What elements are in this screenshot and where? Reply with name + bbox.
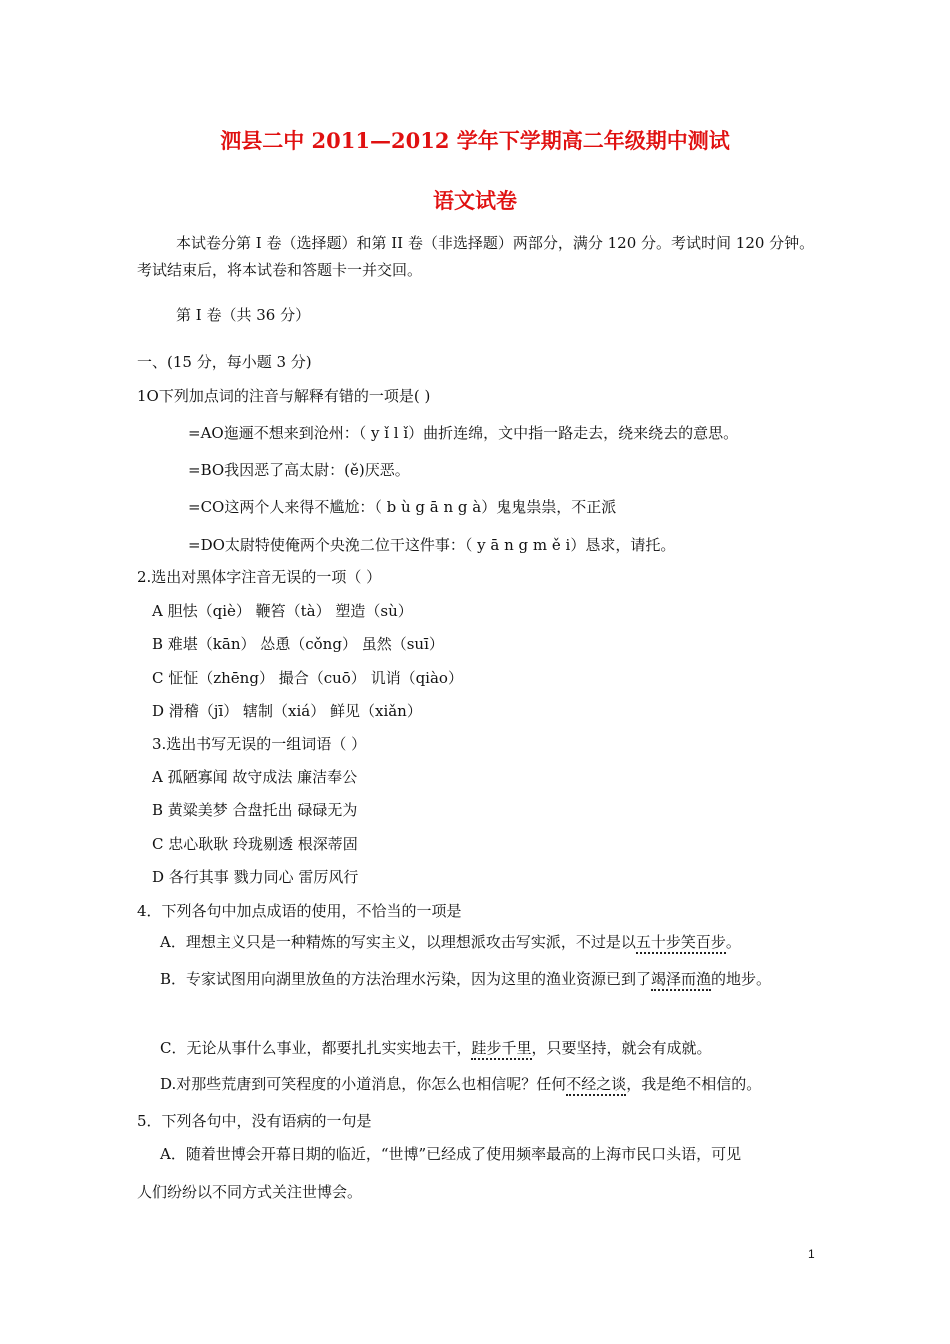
- q3-option-d: D 各行其事 戮力同心 雷厉风行: [152, 868, 359, 886]
- q4-d-text-post: ，我是绝不相信的。: [626, 1075, 762, 1093]
- q2-option-b: B 难堪（kān） 怂恿（cǒng） 虽然（suī）: [152, 635, 444, 653]
- q4-c-text-pre: C．无论从事什么事业，都要扎扎实实地去干，: [160, 1039, 472, 1057]
- q3-option-a: A 孤陋寡闻 故守成法 廉洁奉公: [152, 768, 358, 786]
- section-heading: 一、(15 分，每小题 3 分): [137, 353, 312, 371]
- q4-a-text-post: 。: [725, 933, 741, 951]
- exam-subtitle: 语文试卷: [433, 188, 517, 213]
- intro-line-2: 考试结束后，将本试卷和答题卡一并交回。: [137, 261, 423, 279]
- q5-stem: 5．下列各句中，没有语病的一句是: [137, 1112, 372, 1130]
- part1-heading: 第 I 卷（共 36 分）: [176, 306, 311, 324]
- q5-option-a-line-2: 人们纷纷以不同方式关注世博会。: [137, 1183, 363, 1201]
- q4-b-text-post: 的地步。: [711, 970, 772, 988]
- q2-option-a: A 胆怯（qiè） 鞭笞（tà） 塑造（sù）: [152, 602, 413, 620]
- q3-option-c: C 忠心耿耿 玲珑剔透 根深蒂固: [152, 835, 358, 853]
- q4-a-text-pre: A．理想主义只是一种精炼的写实主义，以理想派攻击写实派，不过是以: [160, 933, 636, 951]
- q4-c-idiom: 跬步千里: [471, 1039, 531, 1060]
- q4-option-c: [160, 1038, 712, 1058]
- page-number: 1: [808, 1247, 815, 1261]
- q4-c-text-post: ，只要坚持，就会有成就。: [531, 1039, 712, 1057]
- q1-option-b: =BO我因恶了高太尉：(ě)厌恶。: [188, 461, 410, 479]
- q4-option-b: [160, 969, 771, 989]
- q2-stem: 2.选出对黑体字注音无误的一项（ ）: [137, 568, 382, 586]
- q1-stem: 1O下列加点词的注音与解释有错的一项是( ): [137, 387, 431, 405]
- q3-option-b: B 黄粱美梦 合盘托出 碌碌无为: [152, 801, 358, 819]
- q5-option-a-line-1: A．随着世博会开幕日期的临近，“世博”已经成了使用频率最高的上海市民口头语，可见: [160, 1145, 742, 1163]
- q1-option-a: =AO迤逦不想来到沧州：（ y ǐ l ǐ）曲折连绵，文中指一路走去，绕来绕去的意思。: [188, 424, 739, 442]
- exam-title: 泗县二中 2011—2012 学年下学期高二年级期中测试: [220, 128, 730, 153]
- q4-b-text-pre: B．专家试图用向湖里放鱼的方法治理水污染，因为这里的渔业资源已到了: [160, 970, 652, 988]
- q4-d-idiom: 不经之谈: [566, 1075, 626, 1096]
- q2-option-c: C 怔怔（zhēng） 撮合（cuō） 讥诮（qiào）: [152, 669, 463, 687]
- q4-stem: 4．下列各句中加点成语的使用，不恰当的一项是: [137, 902, 462, 920]
- q1-option-c: =CO这两个人来得不尴尬：（ b ù g ā n g à）鬼鬼祟祟，不正派: [188, 498, 617, 516]
- q2-option-d: D 滑稽（jī） 辖制（xiá） 鲜见（xiǎn）: [152, 702, 422, 720]
- q4-option-a: [160, 932, 741, 952]
- q3-stem: 3.选出书写无误的一组词语（ ）: [152, 735, 367, 753]
- q1-option-d: =DO太尉特使俺两个央浼二位干这件事：（ y ā n g m ě i）恳求，请托。: [188, 536, 676, 554]
- q4-a-idiom: 五十步笑百步: [636, 933, 726, 954]
- intro-line-1: 本试卷分第 I 卷（选择题）和第 II 卷（非选择题）两部分，满分 120 分。考试时间 120 分钟。: [176, 234, 815, 252]
- q4-d-text-pre: D.对那些荒唐到可笑程度的小道消息，你怎么也相信呢？任何: [160, 1075, 567, 1093]
- q4-b-idiom: 竭泽而渔: [651, 970, 711, 991]
- q4-option-d: [160, 1074, 761, 1094]
